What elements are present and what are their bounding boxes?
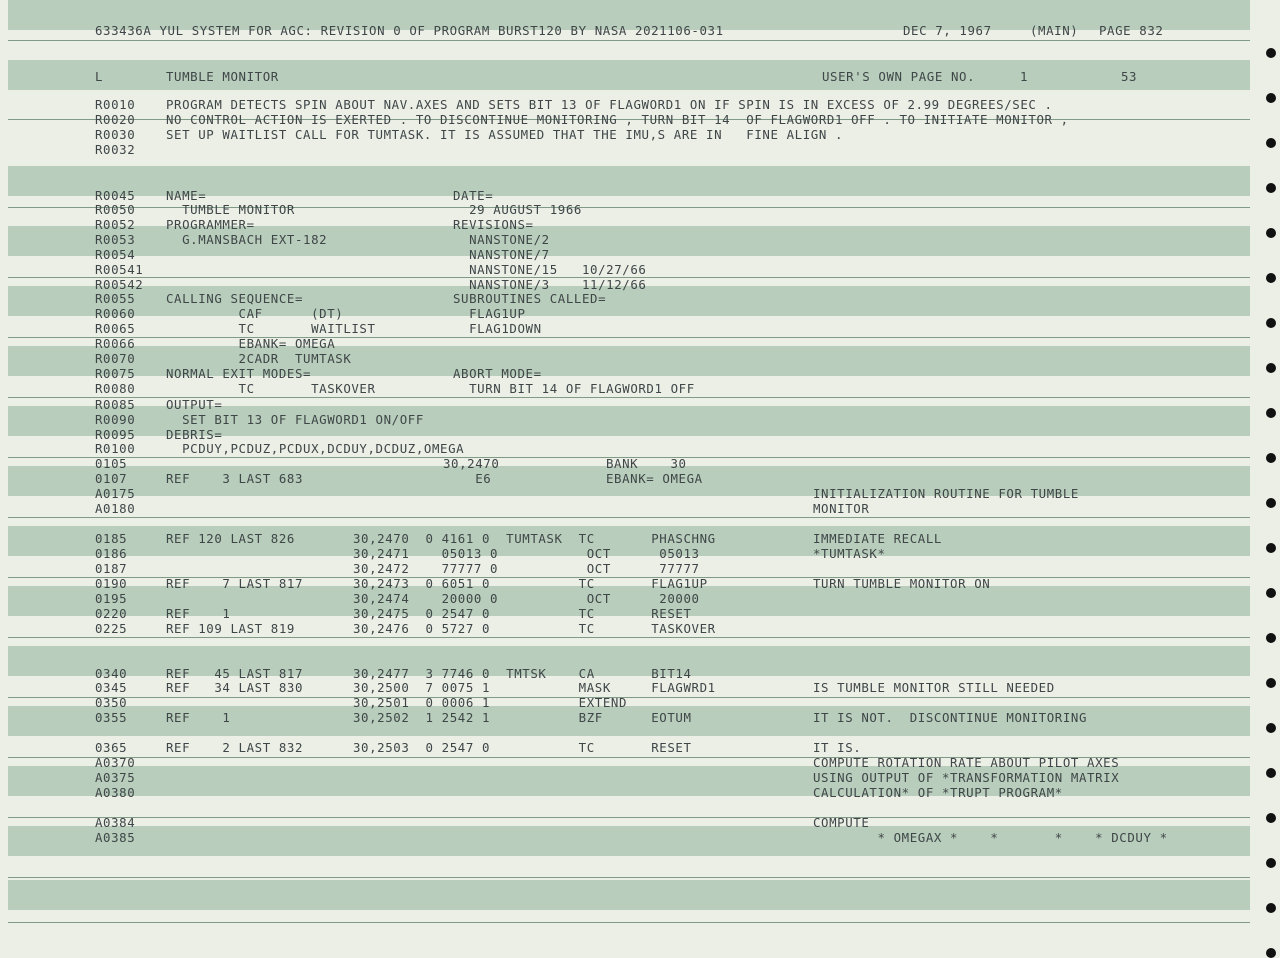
sequence-number: R0085 (95, 397, 136, 412)
reference-text: REF 2 LAST 832 (166, 740, 304, 755)
sequence-number: 0187 (95, 561, 128, 576)
tractor-hole (1266, 498, 1276, 508)
sequence-number: R0032 (95, 142, 136, 157)
sequence-number: 0107 (95, 471, 128, 486)
reference-text: REF 1 (166, 710, 231, 725)
sequence-number: 0220 (95, 606, 128, 621)
sequence-number: 0105 (95, 456, 128, 471)
assembly-code: 30,2500 7 0075 1 MASK FLAGWRD1 (353, 680, 716, 695)
remark-text: USING OUTPUT OF *TRANSFORMATION MATRIX (813, 770, 1120, 785)
source-text: CALLING SEQUENCE= (166, 291, 304, 306)
sequence-number: R0070 (95, 351, 136, 366)
subheader-right: 53 (1121, 69, 1138, 84)
comment-text: NO CONTROL ACTION IS EXERTED . TO DISCONTINUE MONITORING , TURN BIT 14 OF FLAGWORD1 OFF . TO INITIATE MONITOR , (166, 112, 1069, 127)
bank-text: EBANK= OMEGA (606, 471, 703, 486)
assembly-code: 30,2470 0 4161 0 TUMTASK TC PHASCHNG (353, 531, 716, 546)
remark-text: * OMEGAX * * * * DCDUY * (813, 830, 1168, 845)
sequence-number: R0010 (95, 97, 136, 112)
sequence-number: R0053 (95, 232, 136, 247)
sequence-number: R0050 (95, 202, 136, 217)
bank-text: BANK 30 (606, 456, 687, 471)
remark-text: CALCULATION* OF *TRUPT PROGRAM* (813, 785, 1063, 800)
assembly-code: 30,2502 1 2542 1 BZF EOTUM (353, 710, 692, 725)
source-text-right: DATE= (453, 188, 494, 203)
reference-text: REF 109 LAST 819 (166, 621, 295, 636)
sequence-number: R0080 (95, 381, 136, 396)
sequence-number: A0385 (95, 830, 136, 845)
subheader-col: L (95, 69, 104, 84)
header-date: DEC 7, 1967 (903, 23, 992, 38)
reference-text: REF 34 LAST 830 (166, 680, 304, 695)
sequence-number: R0075 (95, 366, 136, 381)
comment-text: PROGRAM DETECTS SPIN ABOUT NAV.AXES AND SETS BIT 13 OF FLAGWORD1 ON IF SPIN IS IN EXCESS OF 2.99 DEGREES/SEC . (166, 97, 1053, 112)
source-text: NAME= (166, 188, 207, 203)
source-text: TUMBLE MONITOR (166, 202, 295, 217)
source-text-right: ABORT MODE= (453, 366, 542, 381)
tractor-hole (1266, 678, 1276, 688)
sequence-number: R0055 (95, 291, 136, 306)
sequence-number: A0380 (95, 785, 136, 800)
source-text: PROGRAMMER= (166, 217, 255, 232)
source-text: OUTPUT= (166, 397, 223, 412)
rule-line (8, 40, 1250, 41)
sequence-number: R0090 (95, 412, 136, 427)
tractor-hole (1266, 273, 1276, 283)
sequence-number: R0052 (95, 217, 136, 232)
remark-text: IT IS NOT. DISCONTINUE MONITORING (813, 710, 1088, 725)
tractor-hole (1266, 723, 1276, 733)
sequence-number: 0350 (95, 695, 128, 710)
tractor-hole (1266, 948, 1276, 958)
address-text: 30,2470 (443, 456, 500, 471)
source-text: TC TASKOVER (166, 381, 376, 396)
address-text: E6 (443, 471, 492, 486)
sequence-number: R0100 (95, 441, 136, 456)
sequence-number: R0065 (95, 321, 136, 336)
tractor-hole (1266, 588, 1276, 598)
source-text-right: NANSTONE/3 11/12/66 (453, 277, 647, 292)
header-title: 633436A YUL SYSTEM FOR AGC: REVISION 0 OF PROGRAM BURST120 BY NASA 2021106-031 (95, 23, 724, 38)
source-text: SET BIT 13 OF FLAGWORD1 ON/OFF (166, 412, 424, 427)
source-text-right: FLAG1UP (453, 306, 526, 321)
source-text: G.MANSBACH EXT-182 (166, 232, 328, 247)
remark-text: IMMEDIATE RECALL (813, 531, 942, 546)
tractor-hole (1266, 903, 1276, 913)
assembly-code: 30,2471 05013 0 OCT 05013 (353, 546, 700, 561)
rule-line (8, 877, 1250, 878)
assembly-code: 30,2476 0 5727 0 TC TASKOVER (353, 621, 716, 636)
reference-text: REF 45 LAST 817 (166, 666, 304, 681)
reference-text: REF 120 LAST 826 (166, 531, 295, 546)
sequence-number: R0095 (95, 427, 136, 442)
tractor-hole (1266, 408, 1276, 418)
source-text: DEBRIS= (166, 427, 223, 442)
remark-text: COMPUTE ROTATION RATE ABOUT PILOT AXES (813, 755, 1120, 770)
rule-line (8, 817, 1250, 818)
sequence-number: R0020 (95, 112, 136, 127)
comment-text: SET UP WAITLIST CALL FOR TUMTASK. IT IS ASSUMED THAT THE IMU,S ARE IN FINE ALIGN . (166, 127, 844, 142)
tractor-hole (1266, 363, 1276, 373)
source-text: EBANK= OMEGA (166, 336, 336, 351)
reference-text: REF 3 LAST 683 (166, 471, 304, 486)
tractor-hole (1266, 48, 1276, 58)
source-text: 2CADR TUMTASK (166, 351, 352, 366)
assembly-code: 30,2477 3 7746 0 TMTSK CA BIT14 (353, 666, 692, 681)
green-bar (8, 880, 1250, 910)
rule-line (8, 922, 1250, 923)
sequence-number: 0225 (95, 621, 128, 636)
remark-text: COMPUTE (813, 815, 870, 830)
source-text-right: 29 AUGUST 1966 (453, 202, 582, 217)
tractor-hole (1266, 318, 1276, 328)
remark-text: INITIALIZATION ROUTINE FOR TUMBLE (813, 486, 1079, 501)
source-text: CAF (DT) (166, 306, 344, 321)
sequence-number: R0045 (95, 188, 136, 203)
sequence-number: 0190 (95, 576, 128, 591)
tractor-hole (1266, 858, 1276, 868)
sequence-number: 0340 (95, 666, 128, 681)
sequence-number: A0384 (95, 815, 136, 830)
source-text: PCDUY,PCDUZ,PCDUX,DCDUY,DCDUZ,OMEGA (166, 441, 465, 456)
source-text-right: TURN BIT 14 OF FLAGWORD1 OFF (453, 381, 695, 396)
header-section: (MAIN) (1030, 23, 1079, 38)
sequence-number: 0186 (95, 546, 128, 561)
sequence-number: A0370 (95, 755, 136, 770)
tractor-hole (1266, 183, 1276, 193)
assembly-code: 30,2473 0 6051 0 TC FLAG1UP (353, 576, 708, 591)
tractor-hole (1266, 768, 1276, 778)
source-text-right: SUBROUTINES CALLED= (453, 291, 607, 306)
source-text: TC WAITLIST (166, 321, 376, 336)
remark-text: TURN TUMBLE MONITOR ON (813, 576, 991, 591)
sequence-number: 0185 (95, 531, 128, 546)
sequence-number: R0060 (95, 306, 136, 321)
source-text: NORMAL EXIT MODES= (166, 366, 312, 381)
reference-text: REF 1 (166, 606, 231, 621)
tractor-hole (1266, 228, 1276, 238)
rule-line (8, 517, 1250, 518)
assembly-code: 30,2475 0 2547 0 TC RESET (353, 606, 692, 621)
source-text-right: NANSTONE/15 10/27/66 (453, 262, 647, 277)
rule-line (8, 697, 1250, 698)
sequence-number: A0375 (95, 770, 136, 785)
owner-page-label: USER'S OWN PAGE NO. (822, 69, 976, 84)
sequence-number: A0180 (95, 501, 136, 516)
tractor-hole (1266, 813, 1276, 823)
assembly-code: 30,2472 77777 0 OCT 77777 (353, 561, 700, 576)
remark-text: IT IS. (813, 740, 862, 755)
remark-text: *TUMTASK* (813, 546, 886, 561)
source-text-right: NANSTONE/2 (453, 232, 550, 247)
assembly-code: 30,2503 0 2547 0 TC RESET (353, 740, 692, 755)
assembly-code: 30,2474 20000 0 OCT 20000 (353, 591, 700, 606)
sequence-number: R0054 (95, 247, 136, 262)
sequence-number: 0365 (95, 740, 128, 755)
tractor-hole (1266, 543, 1276, 553)
header-page: PAGE 832 (1099, 23, 1164, 38)
sequence-number: R0066 (95, 336, 136, 351)
sequence-number: 0345 (95, 680, 128, 695)
sequence-number: R00542 (95, 277, 144, 292)
sequence-number: R0030 (95, 127, 136, 142)
owner-page-number: 1 (1020, 69, 1029, 84)
rule-line (8, 637, 1250, 638)
sequence-number: 0195 (95, 591, 128, 606)
reference-text: REF 7 LAST 817 (166, 576, 304, 591)
tractor-hole (1266, 453, 1276, 463)
source-text-right: REVISIONS= (453, 217, 534, 232)
source-text-right: FLAG1DOWN (453, 321, 542, 336)
assembly-code: 30,2501 0 0006 1 EXTEND (353, 695, 628, 710)
sequence-number: R00541 (95, 262, 144, 277)
sequence-number: 0355 (95, 710, 128, 725)
source-text-right: NANSTONE/7 (453, 247, 550, 262)
tractor-hole (1266, 93, 1276, 103)
tractor-hole (1266, 138, 1276, 148)
sequence-number: A0175 (95, 486, 136, 501)
remark-text: IS TUMBLE MONITOR STILL NEEDED (813, 680, 1055, 695)
remark-text: MONITOR (813, 501, 870, 516)
tractor-hole (1266, 633, 1276, 643)
subheader-title: TUMBLE MONITOR (166, 69, 279, 84)
